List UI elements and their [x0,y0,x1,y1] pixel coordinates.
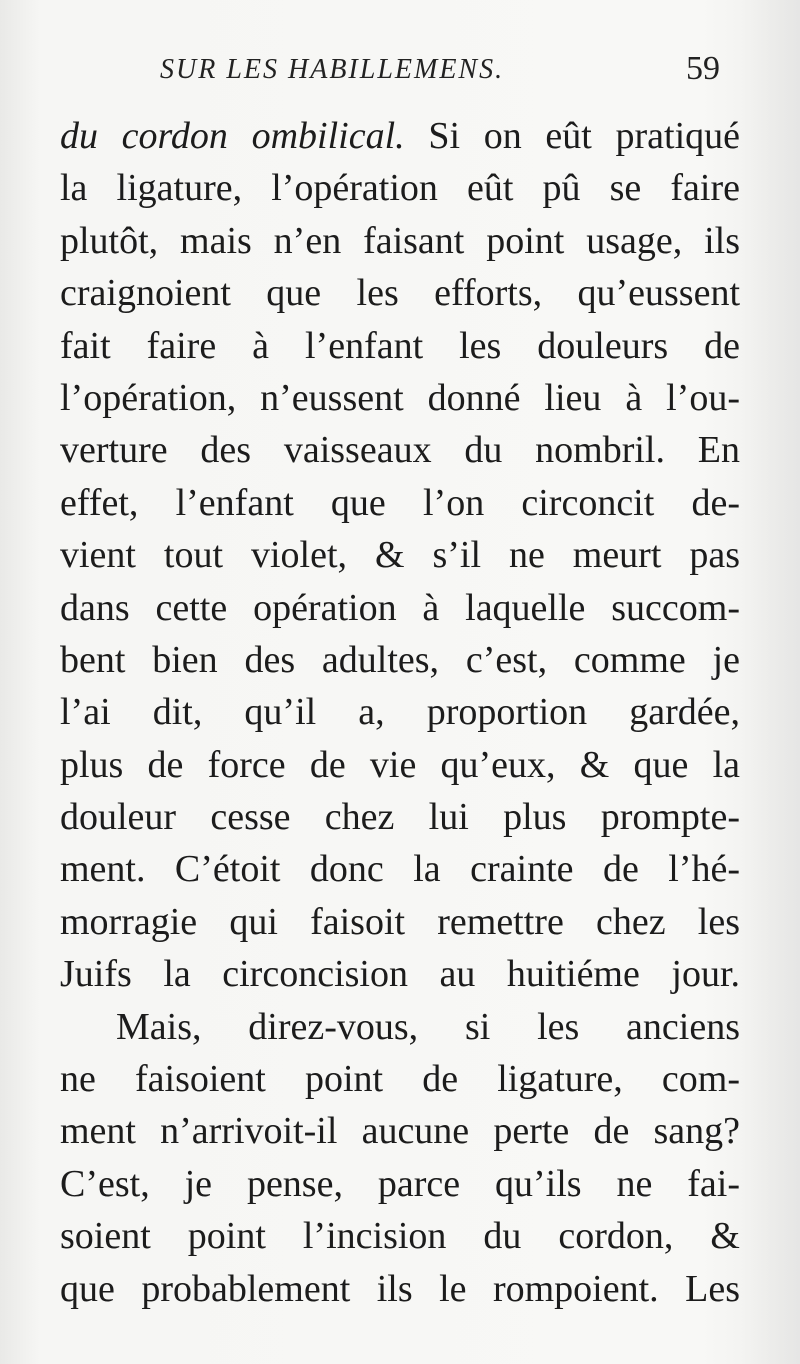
text-line-21: C’est, je pense, parce qu’ils ne fai- [60,1162,740,1205]
page-edge-shadow [740,0,800,1364]
text-line-18: Mais, direz-vous, si les anciens [116,1005,740,1048]
text-line-10: dans cette opération à laquelle succom- [60,586,740,629]
body-text [60,110,740,1315]
text-line-2: la ligature, l’opération eût pû se faire [60,167,740,210]
text-line-22: soient point l’incision du cordon, & [60,1215,740,1258]
text-line-4: craignoient que les efforts, qu’eussent [60,272,740,315]
text-line-13: plus de force de vie qu’eux, & que la [60,743,740,786]
text-line-19: ne faisoient point de ligature, com- [60,1058,740,1101]
text-line-8: effet, l’enfant que l’on circoncit de- [60,481,740,524]
text-line-15: ment. C’étoit donc la crainte de l’hé- [60,848,740,891]
text-line-5: fait faire à l’enfant les douleurs de [60,324,740,367]
text-line-14: douleur cesse chez lui plus prompte- [60,796,740,839]
page-number: 59 [686,50,720,87]
italic-phrase: du cordon ombilical. [60,115,405,157]
text-line-20: ment n’arrivoit-il aucune perte de sang? [60,1110,740,1153]
text-line-6: l’opération, n’eussent donné lieu à l’ou- [60,376,740,419]
text-line-11: bent bien des adultes, c’est, comme je [60,638,740,681]
page-header [160,46,720,102]
text-line-1 [60,110,740,162]
text-line-23: que probablement ils le rompoient. Les [60,1267,740,1310]
text-line-7: verture des vaisseaux du nombril. En [60,429,740,472]
text-line-12: l’ai dit, qu’il a, proportion gardée, [60,691,740,734]
text-line-3: plutôt, mais n’en faisant point usage, ils [60,219,740,262]
text-line-17: Juifs la circoncision au huitiéme jour. [60,953,740,996]
text-line-9: vient tout violet, & s’il ne meurt pas [60,534,740,577]
text-line-16: morragie qui faisoit remettre chez les [60,900,740,943]
running-title: SUR LES HABILLEMENS. [160,54,505,85]
text-line-1-rest: Si on eût pratiqué [428,115,740,157]
